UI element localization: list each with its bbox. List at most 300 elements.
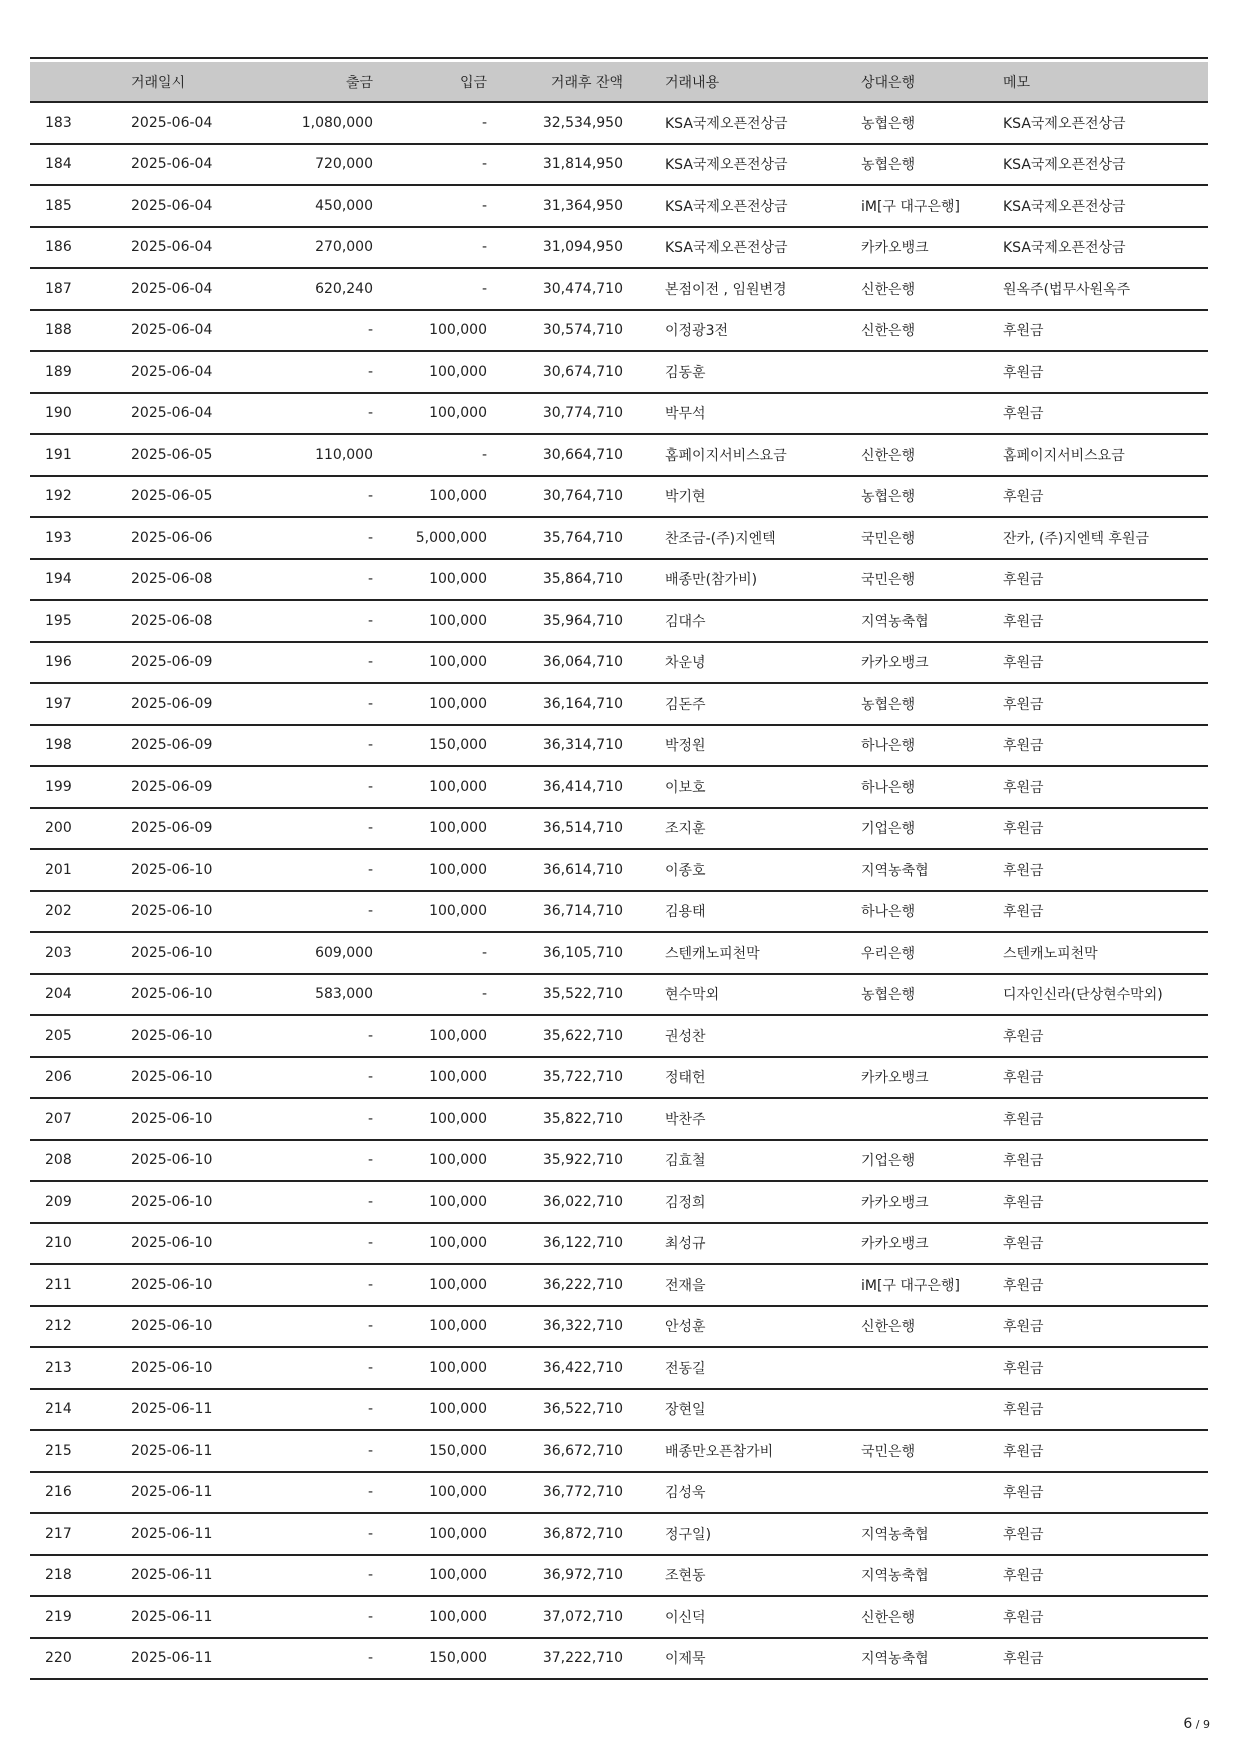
cell-bank: 기업은행 — [861, 821, 916, 838]
cell-no: 220 — [45, 1650, 72, 1667]
table-row — [30, 600, 1208, 642]
cell-date: 2025-06-04 — [131, 114, 213, 131]
cell-memo: 후원금 — [1003, 1526, 1044, 1543]
table-row — [30, 1181, 1208, 1223]
cell-bank: 지역농축협 — [861, 1568, 929, 1585]
cell-description: 안성훈 — [665, 1319, 706, 1336]
cell-no: 187 — [45, 280, 72, 297]
cell-withdrawal: - — [367, 1318, 373, 1335]
cell-balance: 30,474,710 — [542, 280, 623, 297]
cell-balance: 36,105,710 — [542, 944, 623, 961]
table-row — [30, 1057, 1208, 1099]
cell-deposit: - — [481, 986, 487, 1003]
cell-deposit: - — [481, 446, 487, 463]
table-body — [30, 102, 1208, 1679]
cell-deposit: 100,000 — [429, 1193, 487, 1210]
cell-memo: 원옥주(법무사원옥주 — [1003, 281, 1131, 298]
cell-deposit: 150,000 — [429, 1442, 487, 1459]
table-row — [30, 268, 1208, 310]
cell-memo: 후원금 — [1003, 1111, 1044, 1128]
cell-no: 194 — [45, 571, 72, 588]
cell-memo: 후원금 — [1003, 779, 1044, 796]
cell-no: 204 — [45, 986, 72, 1003]
cell-date: 2025-06-10 — [131, 1027, 213, 1044]
table-row — [30, 1015, 1208, 1057]
table-row — [30, 1389, 1208, 1431]
cell-no: 191 — [45, 446, 72, 463]
cell-no: 214 — [45, 1401, 72, 1418]
cell-date: 2025-06-10 — [131, 1069, 213, 1086]
cell-balance: 35,922,710 — [542, 1152, 623, 1169]
cell-description: 찬조금-(주)지엔텍 — [665, 530, 776, 547]
cell-no: 196 — [45, 654, 72, 671]
cell-deposit: - — [481, 944, 487, 961]
cell-no: 190 — [45, 405, 72, 422]
cell-withdrawal: - — [367, 1276, 373, 1293]
cell-no: 201 — [45, 861, 72, 878]
cell-memo: 후원금 — [1003, 1443, 1044, 1460]
table-row — [30, 1555, 1208, 1597]
cell-withdrawal: - — [367, 1401, 373, 1418]
cell-bank: 신한은행 — [861, 1609, 916, 1626]
cell-withdrawal: - — [367, 1235, 373, 1252]
cell-deposit: 100,000 — [429, 1401, 487, 1418]
cell-memo: 후원금 — [1003, 406, 1044, 423]
cell-description: 김정희 — [665, 1194, 706, 1211]
table-row — [30, 351, 1208, 393]
cell-date: 2025-06-08 — [131, 612, 213, 629]
table-row — [30, 891, 1208, 933]
cell-deposit: 100,000 — [429, 1069, 487, 1086]
cell-memo: 후원금 — [1003, 613, 1044, 630]
cell-deposit: 100,000 — [429, 695, 487, 712]
cell-date: 2025-06-11 — [131, 1525, 213, 1542]
cell-date: 2025-06-11 — [131, 1608, 213, 1625]
cell-bank: iM[구 대구은행] — [861, 198, 960, 215]
cell-bank — [849, 1098, 991, 1140]
cell-date: 2025-06-04 — [131, 197, 213, 214]
cell-deposit: 5,000,000 — [415, 529, 487, 546]
cell-bank: 신한은행 — [861, 323, 916, 340]
cell-memo: KSA국제오픈전상금 — [1003, 115, 1126, 132]
cell-no: 195 — [45, 612, 72, 629]
cell-balance: 36,714,710 — [542, 903, 623, 920]
cell-no: 192 — [45, 488, 72, 505]
cell-bank: 신한은행 — [861, 1319, 916, 1336]
header-bank: 상대은행 — [861, 74, 916, 91]
cell-balance: 36,872,710 — [542, 1525, 623, 1542]
cell-memo: 후원금 — [1003, 1609, 1044, 1626]
cell-date: 2025-06-04 — [131, 156, 213, 173]
cell-memo: 후원금 — [1003, 1070, 1044, 1087]
cell-bank: 하나은행 — [861, 738, 916, 755]
cell-no: 198 — [45, 737, 72, 754]
cell-date: 2025-06-10 — [131, 1235, 213, 1252]
table-row — [30, 559, 1208, 601]
header-no — [30, 62, 119, 102]
cell-date: 2025-06-11 — [131, 1484, 213, 1501]
header-memo: 메모 — [1003, 74, 1031, 91]
cell-date: 2025-06-11 — [131, 1442, 213, 1459]
cell-bank: 카카오뱅크 — [861, 240, 929, 257]
cell-deposit: 100,000 — [429, 571, 487, 588]
cell-description: 김돈주 — [665, 696, 706, 713]
cell-bank — [849, 1015, 991, 1057]
cell-deposit: 100,000 — [429, 1359, 487, 1376]
cell-date: 2025-06-10 — [131, 944, 213, 961]
cell-date: 2025-06-11 — [131, 1567, 213, 1584]
table-row — [30, 932, 1208, 974]
cell-deposit: 100,000 — [429, 1027, 487, 1044]
cell-withdrawal: - — [367, 1484, 373, 1501]
cell-date: 2025-06-09 — [131, 737, 213, 754]
cell-withdrawal: - — [367, 903, 373, 920]
cell-withdrawal: - — [367, 405, 373, 422]
header-description: 거래내용 — [665, 74, 720, 91]
cell-deposit: - — [481, 280, 487, 297]
cell-deposit: 100,000 — [429, 1235, 487, 1252]
cell-description: KSA국제오픈전상금 — [665, 157, 788, 174]
cell-date: 2025-06-09 — [131, 778, 213, 795]
cell-deposit: 100,000 — [429, 322, 487, 339]
table-row — [30, 227, 1208, 269]
cell-deposit: 100,000 — [429, 778, 487, 795]
cell-date: 2025-06-04 — [131, 322, 213, 339]
cell-deposit: 100,000 — [429, 405, 487, 422]
cell-withdrawal: - — [367, 861, 373, 878]
cell-bank: 국민은행 — [861, 1443, 916, 1460]
cell-description: 김용태 — [665, 904, 706, 921]
cell-deposit: 100,000 — [429, 654, 487, 671]
cell-withdrawal: 620,240 — [315, 280, 373, 297]
cell-description: 박기현 — [665, 489, 706, 506]
cell-no: 193 — [45, 529, 72, 546]
table-row — [30, 1140, 1208, 1182]
table-row — [30, 185, 1208, 227]
cell-description: 김동훈 — [665, 364, 706, 381]
cell-description: KSA국제오픈전상금 — [665, 115, 788, 132]
cell-description: 김대수 — [665, 613, 706, 630]
table-row — [30, 642, 1208, 684]
cell-date: 2025-06-10 — [131, 1193, 213, 1210]
cell-no: 216 — [45, 1484, 72, 1501]
cell-withdrawal: 583,000 — [315, 986, 373, 1003]
cell-no: 217 — [45, 1525, 72, 1542]
cell-withdrawal: - — [367, 1442, 373, 1459]
cell-description: 배종만(참가비) — [665, 572, 758, 589]
cell-balance: 35,822,710 — [542, 1110, 623, 1127]
cell-no: 209 — [45, 1193, 72, 1210]
cell-bank: 국민은행 — [861, 530, 916, 547]
cell-description: 조현동 — [665, 1568, 706, 1585]
cell-date: 2025-06-10 — [131, 986, 213, 1003]
cell-date: 2025-06-04 — [131, 280, 213, 297]
cell-deposit: 100,000 — [429, 903, 487, 920]
cell-description: 권성찬 — [665, 1028, 706, 1045]
table-header-row — [30, 62, 1208, 102]
cell-deposit: 100,000 — [429, 1110, 487, 1127]
cell-memo: 후원금 — [1003, 821, 1044, 838]
cell-deposit: 100,000 — [429, 1152, 487, 1169]
cell-memo: 후원금 — [1003, 1485, 1044, 1502]
current-page: 6 — [1183, 1716, 1193, 1732]
cell-no: 197 — [45, 695, 72, 712]
cell-memo: 후원금 — [1003, 696, 1044, 713]
cell-date: 2025-06-09 — [131, 695, 213, 712]
cell-deposit: 100,000 — [429, 1525, 487, 1542]
cell-description: KSA국제오픈전상금 — [665, 198, 788, 215]
cell-description: KSA국제오픈전상금 — [665, 240, 788, 257]
cell-balance: 36,314,710 — [542, 737, 623, 754]
cell-withdrawal: - — [367, 778, 373, 795]
cell-date: 2025-06-10 — [131, 1276, 213, 1293]
cell-balance: 35,522,710 — [542, 986, 623, 1003]
cell-memo: 후원금 — [1003, 1651, 1044, 1668]
cell-no: 212 — [45, 1318, 72, 1335]
cell-balance: 36,514,710 — [542, 820, 623, 837]
cell-description: 이정광3전 — [665, 323, 729, 340]
cell-withdrawal: - — [367, 488, 373, 505]
cell-balance: 37,072,710 — [542, 1608, 623, 1625]
cell-no: 200 — [45, 820, 72, 837]
cell-balance: 31,814,950 — [542, 156, 623, 173]
cell-description: 이종호 — [665, 862, 706, 879]
table-row — [30, 144, 1208, 186]
cell-bank: 농협은행 — [861, 489, 916, 506]
header-withdrawal: 출금 — [345, 74, 373, 91]
cell-memo: KSA국제오픈전상금 — [1003, 198, 1126, 215]
cell-bank: iM[구 대구은행] — [861, 1277, 960, 1294]
table-row — [30, 1306, 1208, 1348]
cell-balance: 36,122,710 — [542, 1235, 623, 1252]
cell-no: 183 — [45, 114, 72, 131]
cell-no: 199 — [45, 778, 72, 795]
cell-bank: 농협은행 — [861, 987, 916, 1004]
cell-withdrawal: 110,000 — [315, 446, 373, 463]
cell-no: 186 — [45, 239, 72, 256]
cell-no: 189 — [45, 363, 72, 380]
cell-memo: 후원금 — [1003, 1277, 1044, 1294]
cell-bank — [849, 1347, 991, 1389]
cell-memo: 잔카, (주)지엔텍 후원금 — [1003, 530, 1149, 547]
cell-memo: KSA국제오픈전상금 — [1003, 157, 1126, 174]
cell-description: 최성규 — [665, 1236, 706, 1253]
cell-bank: 농협은행 — [861, 115, 916, 132]
cell-withdrawal: - — [367, 529, 373, 546]
header-date: 거래일시 — [131, 74, 186, 91]
cell-no: 207 — [45, 1110, 72, 1127]
cell-bank: 카카오뱅크 — [861, 1236, 929, 1253]
table-row — [30, 766, 1208, 808]
header-balance: 거래후 잔액 — [550, 74, 623, 91]
cell-bank: 신한은행 — [861, 281, 916, 298]
cell-memo: 후원금 — [1003, 1319, 1044, 1336]
table-row — [30, 1638, 1208, 1680]
cell-date: 2025-06-05 — [131, 488, 213, 505]
cell-memo: 후원금 — [1003, 904, 1044, 921]
cell-no: 215 — [45, 1442, 72, 1459]
cell-balance: 36,164,710 — [542, 695, 623, 712]
cell-withdrawal: - — [367, 322, 373, 339]
cell-date: 2025-06-04 — [131, 363, 213, 380]
cell-description: 현수막외 — [665, 987, 720, 1004]
cell-memo: 후원금 — [1003, 1028, 1044, 1045]
table-row — [30, 725, 1208, 767]
cell-bank: 카카오뱅크 — [861, 1070, 929, 1087]
cell-balance: 32,534,950 — [542, 114, 623, 131]
cell-bank: 국민은행 — [861, 572, 916, 589]
page-number — [1183, 1716, 1210, 1732]
cell-description: 이신덕 — [665, 1609, 706, 1626]
top-rule — [30, 57, 1208, 59]
statement-page — [30, 57, 1208, 1680]
cell-no: 206 — [45, 1069, 72, 1086]
cell-balance: 35,864,710 — [542, 571, 623, 588]
table-row — [30, 849, 1208, 891]
cell-memo: KSA국제오픈전상금 — [1003, 240, 1126, 257]
cell-deposit: 100,000 — [429, 1276, 487, 1293]
cell-withdrawal: - — [367, 1359, 373, 1376]
cell-balance: 36,614,710 — [542, 861, 623, 878]
cell-balance: 30,574,710 — [542, 322, 623, 339]
cell-memo: 후원금 — [1003, 1153, 1044, 1170]
cell-balance: 31,094,950 — [542, 239, 623, 256]
cell-no: 219 — [45, 1608, 72, 1625]
cell-no: 205 — [45, 1027, 72, 1044]
cell-date: 2025-06-09 — [131, 654, 213, 671]
cell-no: 185 — [45, 197, 72, 214]
cell-deposit: 150,000 — [429, 1650, 487, 1667]
cell-description: 전동길 — [665, 1360, 706, 1377]
cell-balance: 30,774,710 — [542, 405, 623, 422]
cell-bank — [849, 1472, 991, 1514]
cell-no: 202 — [45, 903, 72, 920]
cell-date: 2025-06-10 — [131, 1359, 213, 1376]
cell-bank: 지역농축협 — [861, 1651, 929, 1668]
cell-balance: 36,522,710 — [542, 1401, 623, 1418]
cell-description: 본점이전 , 임원변경 — [665, 281, 787, 298]
cell-deposit: - — [481, 156, 487, 173]
table-row — [30, 1472, 1208, 1514]
cell-description: 조지훈 — [665, 821, 706, 838]
cell-withdrawal: - — [367, 1608, 373, 1625]
cell-withdrawal: - — [367, 363, 373, 380]
cell-memo: 후원금 — [1003, 738, 1044, 755]
cell-bank: 우리은행 — [861, 945, 916, 962]
cell-balance: 36,972,710 — [542, 1567, 623, 1584]
cell-memo: 후원금 — [1003, 1568, 1044, 1585]
cell-balance: 30,664,710 — [542, 446, 623, 463]
cell-balance: 37,222,710 — [542, 1650, 623, 1667]
cell-withdrawal: - — [367, 820, 373, 837]
cell-no: 213 — [45, 1359, 72, 1376]
total-pages: / 9 — [1192, 1718, 1210, 1731]
cell-balance: 30,764,710 — [542, 488, 623, 505]
cell-bank: 농협은행 — [861, 157, 916, 174]
cell-balance: 36,064,710 — [542, 654, 623, 671]
cell-date: 2025-06-10 — [131, 903, 213, 920]
cell-balance: 31,364,950 — [542, 197, 623, 214]
cell-no: 184 — [45, 156, 72, 173]
table-row — [30, 393, 1208, 435]
cell-deposit: 100,000 — [429, 612, 487, 629]
cell-deposit: 100,000 — [429, 820, 487, 837]
cell-withdrawal: - — [367, 1567, 373, 1584]
cell-bank: 지역농축협 — [861, 1526, 929, 1543]
table-row — [30, 517, 1208, 559]
table-row — [30, 102, 1208, 144]
cell-description: 박무석 — [665, 406, 706, 423]
cell-balance: 35,722,710 — [542, 1069, 623, 1086]
cell-bank: 지역농축협 — [861, 613, 929, 630]
cell-description: 이제묵 — [665, 1651, 706, 1668]
cell-balance: 35,622,710 — [542, 1027, 623, 1044]
cell-description: 차운녕 — [665, 655, 706, 672]
cell-withdrawal: 270,000 — [315, 239, 373, 256]
cell-memo: 후원금 — [1003, 1360, 1044, 1377]
cell-date: 2025-06-04 — [131, 405, 213, 422]
cell-memo: 후원금 — [1003, 489, 1044, 506]
cell-withdrawal: - — [367, 571, 373, 588]
cell-memo: 후원금 — [1003, 364, 1044, 381]
cell-deposit: 100,000 — [429, 1484, 487, 1501]
cell-description: 스텐캐노피천막 — [665, 945, 760, 962]
cell-description: 정구일) — [665, 1526, 712, 1543]
cell-no: 203 — [45, 944, 72, 961]
cell-memo: 후원금 — [1003, 323, 1044, 340]
cell-withdrawal: - — [367, 654, 373, 671]
cell-no: 210 — [45, 1235, 72, 1252]
cell-description: 김성욱 — [665, 1485, 706, 1502]
cell-date: 2025-06-08 — [131, 571, 213, 588]
cell-bank — [849, 351, 991, 393]
table-row — [30, 1347, 1208, 1389]
cell-bank: 카카오뱅크 — [861, 655, 929, 672]
table-row — [30, 683, 1208, 725]
cell-description: 정태헌 — [665, 1070, 706, 1087]
cell-memo: 스텐캐노피천막 — [1003, 945, 1098, 962]
cell-deposit: 100,000 — [429, 1318, 487, 1335]
table-row — [30, 974, 1208, 1016]
cell-withdrawal: - — [367, 1152, 373, 1169]
cell-date: 2025-06-05 — [131, 446, 213, 463]
cell-bank: 지역농축협 — [861, 862, 929, 879]
cell-balance: 36,672,710 — [542, 1442, 623, 1459]
cell-deposit: - — [481, 197, 487, 214]
cell-withdrawal: 720,000 — [315, 156, 373, 173]
table-row — [30, 1223, 1208, 1265]
cell-withdrawal: - — [367, 695, 373, 712]
cell-balance: 36,322,710 — [542, 1318, 623, 1335]
header-deposit: 입금 — [459, 74, 487, 91]
cell-date: 2025-06-10 — [131, 1110, 213, 1127]
table-row — [30, 476, 1208, 518]
cell-balance: 36,414,710 — [542, 778, 623, 795]
cell-withdrawal: - — [367, 1525, 373, 1542]
cell-memo: 후원금 — [1003, 655, 1044, 672]
cell-description: 홈페이지서비스요금 — [665, 447, 787, 464]
cell-bank: 신한은행 — [861, 447, 916, 464]
cell-deposit: 100,000 — [429, 363, 487, 380]
cell-memo: 디자인신라(단상현수막외) — [1003, 987, 1163, 1004]
cell-description: 장현일 — [665, 1402, 706, 1419]
cell-description: 박정원 — [665, 738, 706, 755]
cell-balance: 30,674,710 — [542, 363, 623, 380]
cell-date: 2025-06-10 — [131, 861, 213, 878]
table-row — [30, 1513, 1208, 1555]
cell-bank — [849, 393, 991, 435]
cell-balance: 36,222,710 — [542, 1276, 623, 1293]
